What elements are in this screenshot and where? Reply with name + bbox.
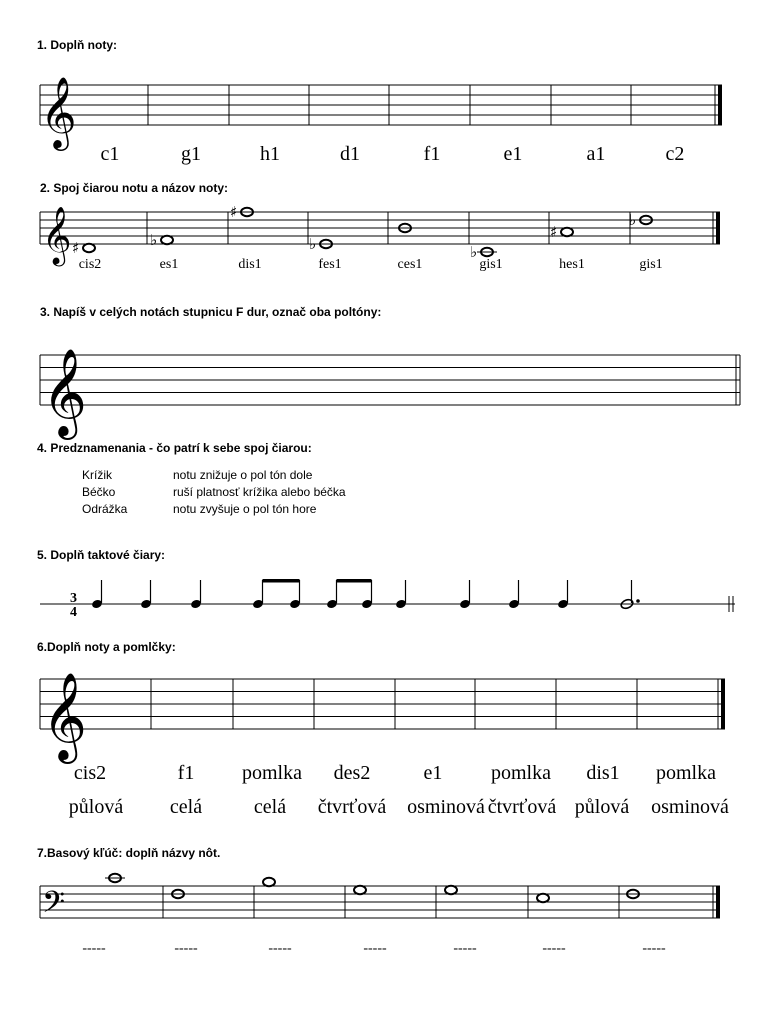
treble-clef: 𝄞: [42, 206, 72, 264]
task6-name: des2: [333, 762, 371, 784]
task2-label: gis1: [639, 257, 663, 272]
task5-heading: 5. Doplň taktové čiary:: [37, 548, 166, 562]
task7-blank: -----: [453, 941, 477, 956]
task2-label: es1: [159, 257, 179, 272]
time-signature-top: 3: [70, 591, 77, 606]
task7-note: [263, 878, 275, 886]
dot: [636, 599, 640, 603]
task7-blank: -----: [542, 941, 566, 956]
task2-label: fes1: [318, 257, 342, 272]
accidental-name-2: Béčko: [82, 485, 116, 499]
task2-label: hes1: [559, 257, 585, 272]
flat-icon: ♭: [150, 231, 158, 249]
beam: [337, 579, 372, 583]
task6-duration: půlová: [574, 796, 630, 818]
task2-label: gis1: [479, 257, 503, 272]
task1-label: a1: [586, 143, 606, 165]
task6-name: f1: [177, 762, 195, 784]
flat-icon: ♭: [470, 243, 478, 261]
accidental-name-1: Krížik: [82, 468, 112, 482]
sharp-icon: ♯: [550, 223, 558, 241]
task6-duration: čtvrťová: [487, 796, 557, 818]
task6-duration: celá: [253, 796, 287, 818]
task1-label: h1: [260, 143, 280, 165]
task7-note: [445, 886, 457, 894]
task7-note: [537, 894, 549, 902]
beam: [263, 579, 300, 583]
task6-heading: 6.Doplň noty a pomlčky:: [37, 640, 176, 654]
task2-note: [561, 228, 573, 236]
task6-duration: osminová: [651, 796, 729, 818]
task6-duration: půlová: [68, 796, 124, 818]
task7-blank: -----: [268, 941, 292, 956]
task7-heading: 7.Basový kľúč: doplň názvy nôt.: [37, 846, 221, 860]
task2-note: [161, 236, 173, 244]
task6-name: cis2: [73, 762, 107, 784]
task2-label: ces1: [397, 257, 423, 272]
task1-label: c2: [665, 143, 685, 165]
task1-label: c1: [100, 143, 120, 165]
task6-name: pomlka: [656, 762, 716, 784]
task2-label: dis1: [238, 257, 262, 272]
task6-duration: čtvrťová: [317, 796, 387, 818]
task4-heading: 4. Predznamenania - čo patrí k sebe spoj čiarou:: [37, 441, 312, 455]
task7-blank: -----: [642, 941, 666, 956]
task2-label: cis2: [78, 257, 102, 272]
accidental-meaning-3: notu zvyšuje o pol tón hore: [173, 502, 317, 516]
task1-label: g1: [181, 143, 201, 165]
sharp-icon: ♯: [230, 203, 238, 221]
task6-duration: osminová: [407, 796, 485, 818]
task1-label: d1: [340, 143, 360, 165]
treble-clef: 𝄞: [42, 671, 87, 760]
task3-heading: 3. Napíš v celých notách stupnicu F dur, označ oba poltóny:: [40, 305, 382, 319]
task1-heading: 1. Doplň noty:: [37, 38, 117, 52]
task7-blank: -----: [82, 941, 106, 956]
task6-duration: celá: [169, 796, 203, 818]
task1-label: e1: [503, 143, 523, 165]
time-signature-bottom: 4: [70, 605, 77, 620]
accidental-meaning-2: ruší platnosť krížika alebo béčka: [173, 485, 346, 499]
task6-name: pomlka: [242, 762, 302, 784]
task7-blank: -----: [174, 941, 198, 956]
flat-icon: ♭: [629, 211, 637, 229]
task2-heading: 2. Spoj čiarou notu a názov noty:: [40, 181, 229, 195]
task7-blank: -----: [363, 941, 387, 956]
sharp-icon: ♯: [72, 239, 80, 257]
task7-note: [354, 886, 366, 894]
task6-name: e1: [423, 762, 443, 784]
task1-label: f1: [423, 143, 441, 165]
bass-clef: 𝄢: [42, 886, 66, 927]
flat-icon: ♭: [309, 235, 317, 253]
task6-name: pomlka: [491, 762, 551, 784]
treble-clef: 𝄞: [42, 347, 87, 436]
task6-name: dis1: [586, 762, 620, 784]
task2-note: [83, 244, 95, 252]
accidental-meaning-1: notu znižuje o pol tón dole: [173, 468, 313, 482]
accidental-name-3: Odrážka: [82, 502, 128, 516]
treble-clef: 𝄞: [40, 75, 77, 148]
